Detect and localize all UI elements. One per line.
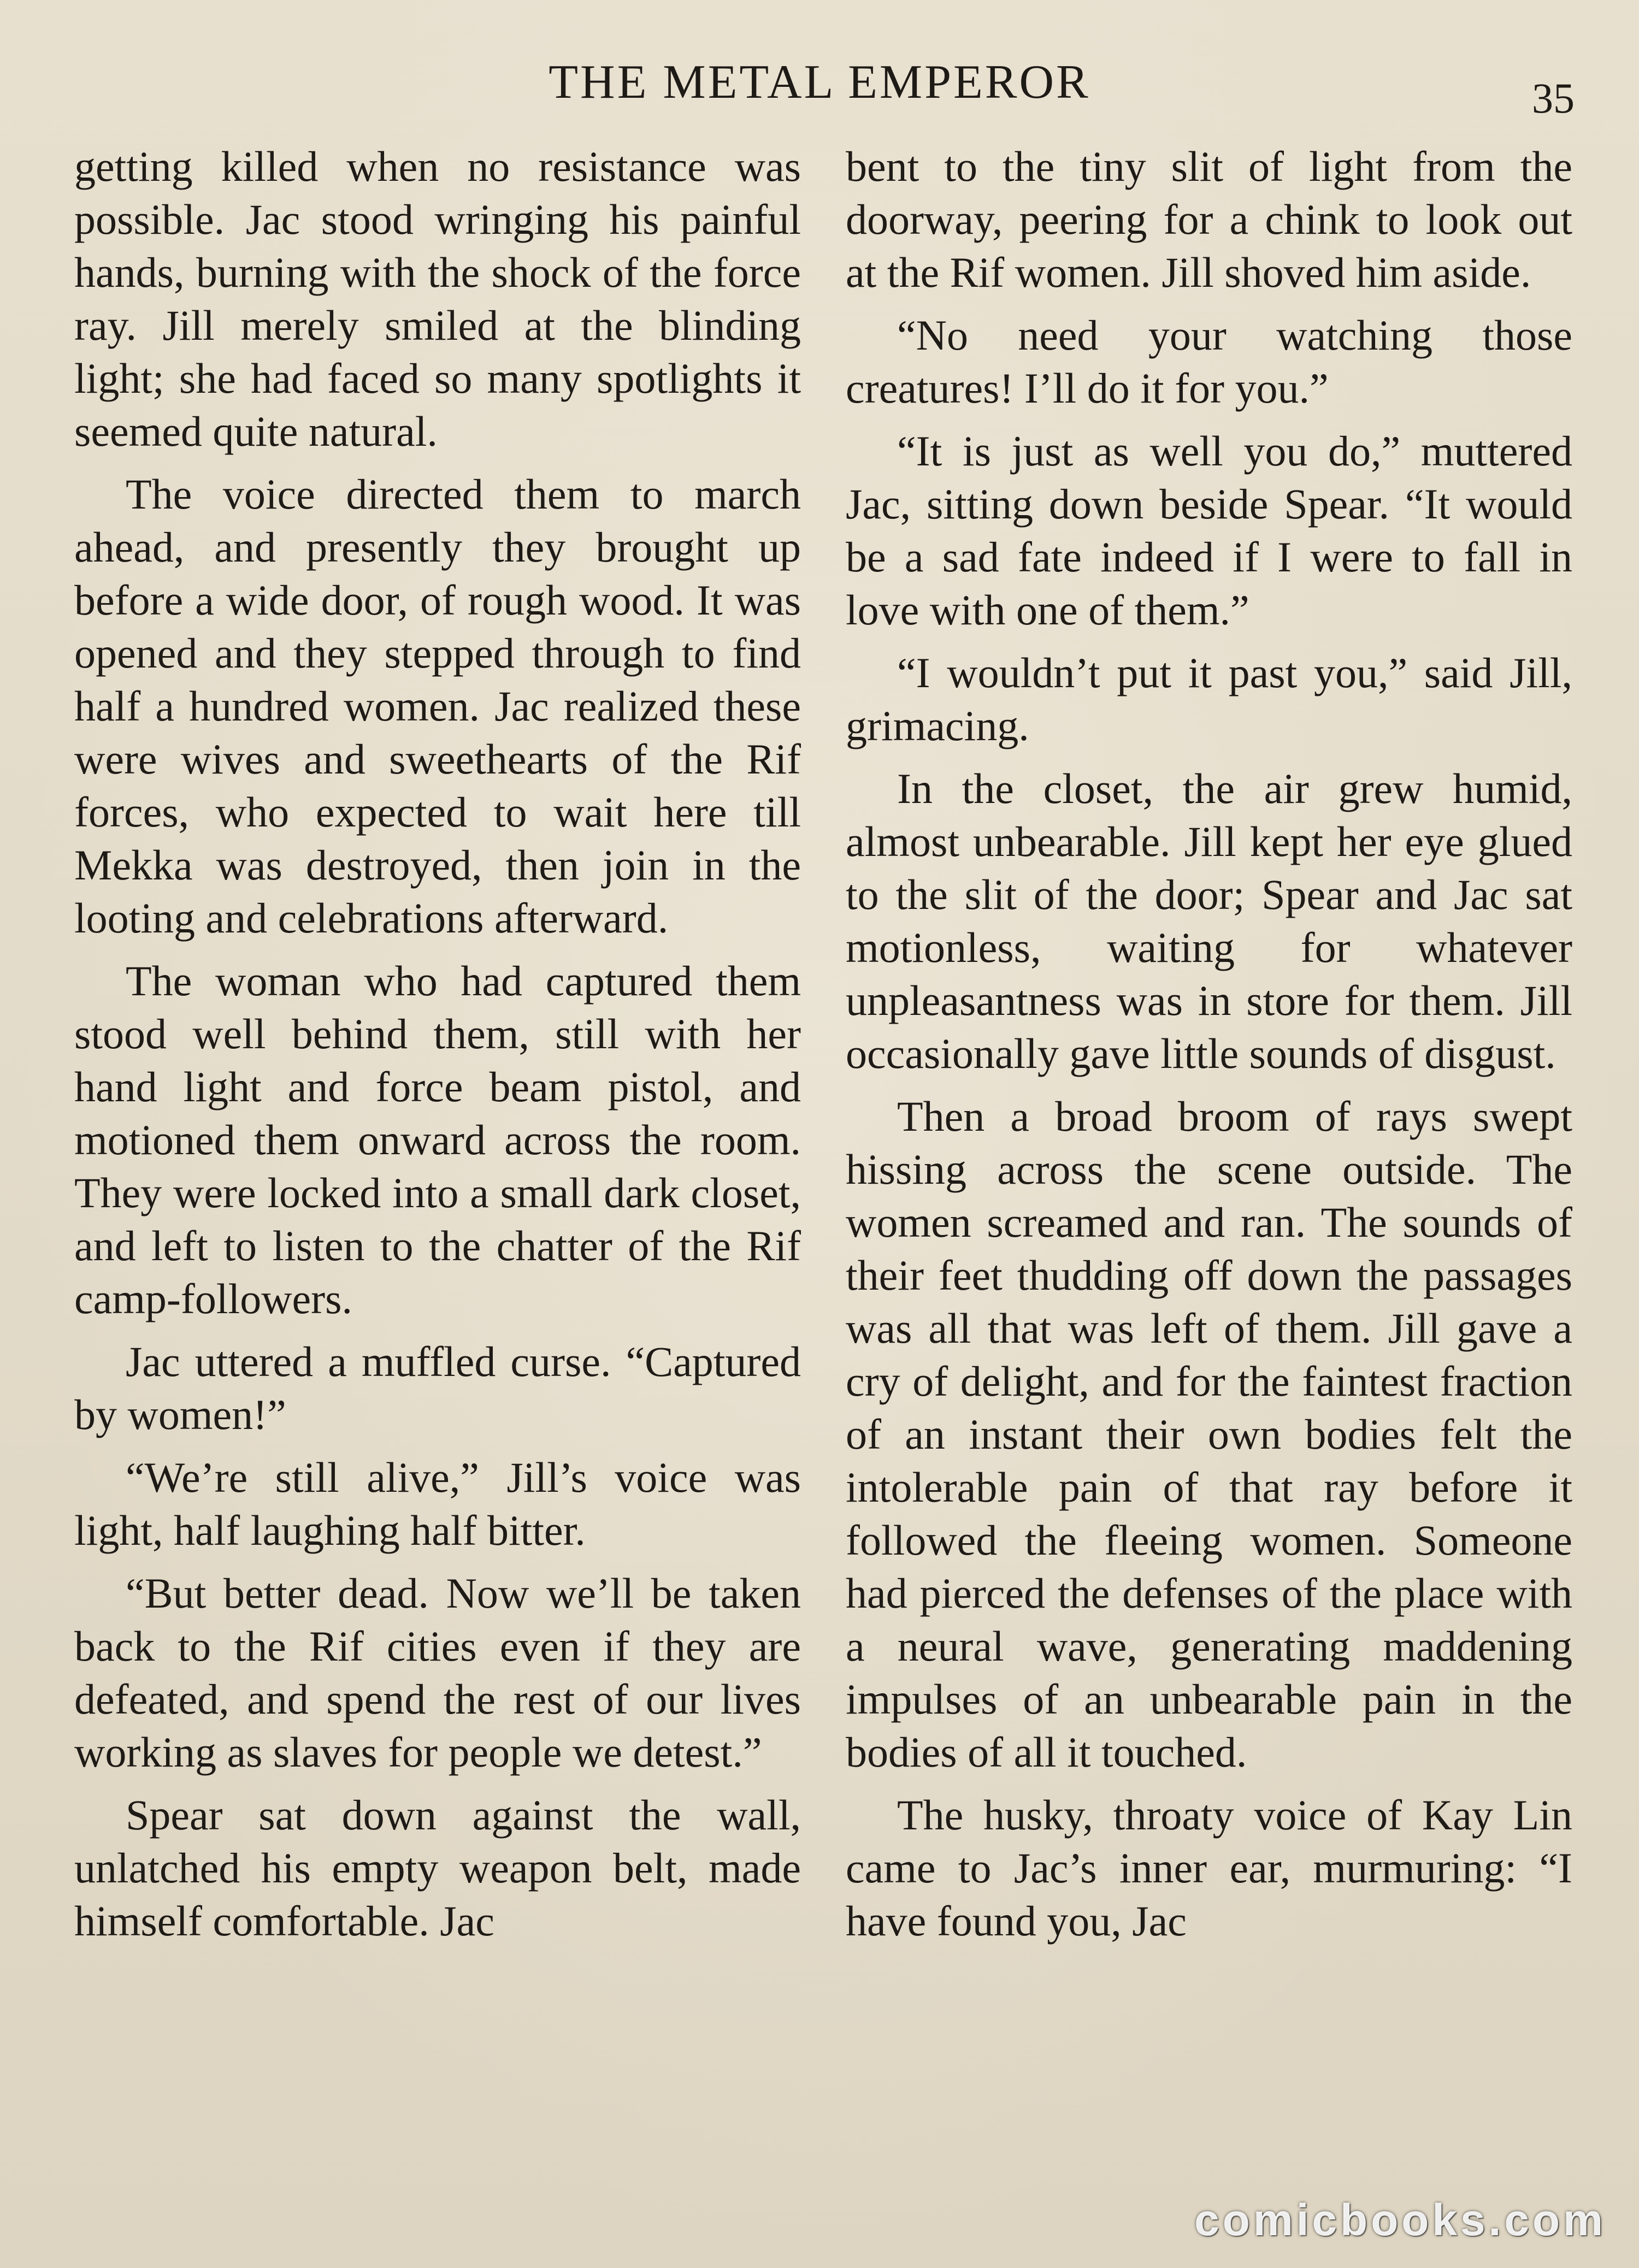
paragraph: The voice directed them to march ahead, and presently they brought up before a wide door, of rough wood. It was opened and they stepped through to find half a hundred women. Jac realized these were wives and sweethearts of the Rif forces, who expected to wait here till Mekka was destroyed, then join in the looting and celebrations afterward.	[74, 470, 801, 942]
paragraph: “We’re still alive,” Jill’s voice was light, half laughing half bitter.	[74, 1454, 801, 1554]
paragraph: The woman who had captured them stood well behind them, still with her hand light and force beam pistol, and motioned them onward across the room. They were locked into a small dark closet, and left to listen to the chatter of the Rif camp-followers.	[74, 957, 801, 1322]
paragraph: In the closet, the air grew humid, almost unbearable. Jill kept her eye glued to the slit of the door; Spear and Jac sat motionless, waiting for whatever unpleasantness was in store for them. Jill occasionally gave little sounds of disgust.	[846, 765, 1572, 1077]
paragraph: Spear sat down against the wall, unlatched his empty weapon belt, made himself comfortable. Jac	[74, 1791, 801, 1945]
paragraph: The husky, throaty voice of Kay Lin came to Jac’s inner ear, murmuring: “I have found you, Jac	[846, 1791, 1572, 1945]
paragraph: “It is just as well you do,” muttered Jac, sitting down beside Spear. “It would be a sad fate indeed if I were to fall in love with one of them.”	[846, 427, 1572, 634]
paragraph: “But better dead. Now we’ll be taken back to the Rif cities even if they are defeated, and spend the rest of our lives working as slaves for people we detest.”	[74, 1569, 801, 1776]
watermark: comicbooks.com	[1194, 2195, 1606, 2245]
running-header-title: THE METAL EMPEROR	[549, 56, 1090, 109]
paragraph: “I wouldn’t put it past you,” said Jill, grimacing.	[846, 649, 1572, 749]
page-number: 35	[1532, 74, 1575, 122]
left-text-column	[74, 140, 801, 1957]
right-text-column	[846, 140, 1572, 1957]
paragraph: Jac uttered a muffled curse. “Captured by women!”	[74, 1338, 801, 1438]
paragraph: Then a broad broom of rays swept hissing across the scene outside. The women screamed and ran. The sounds of their feet thudding off down the passages was all that was left of them. Jill gave a cry of delight, and for the faintest fraction of an instant their own bodies felt the intolerable pain of that ray before it followed the fleeing women. Someone had pierced the defenses of the place with a neural wave, generating maddening impulses of an unbearable pain in the bodies of all it touched.	[846, 1092, 1572, 1776]
paragraph: bent to the tiny slit of light from the doorway, peering for a chink to look out at the Rif women. Jill shoved him aside.	[846, 143, 1572, 296]
paragraph: “No need your watching those creatures! I’ll do it for you.”	[846, 311, 1572, 412]
paragraph: getting killed when no resistance was possible. Jac stood wringing his painful hands, burning with the shock of the force ray. Jill merely smiled at the blinding light; she had faced so many spotlights it seemed quite natural.	[74, 143, 801, 455]
